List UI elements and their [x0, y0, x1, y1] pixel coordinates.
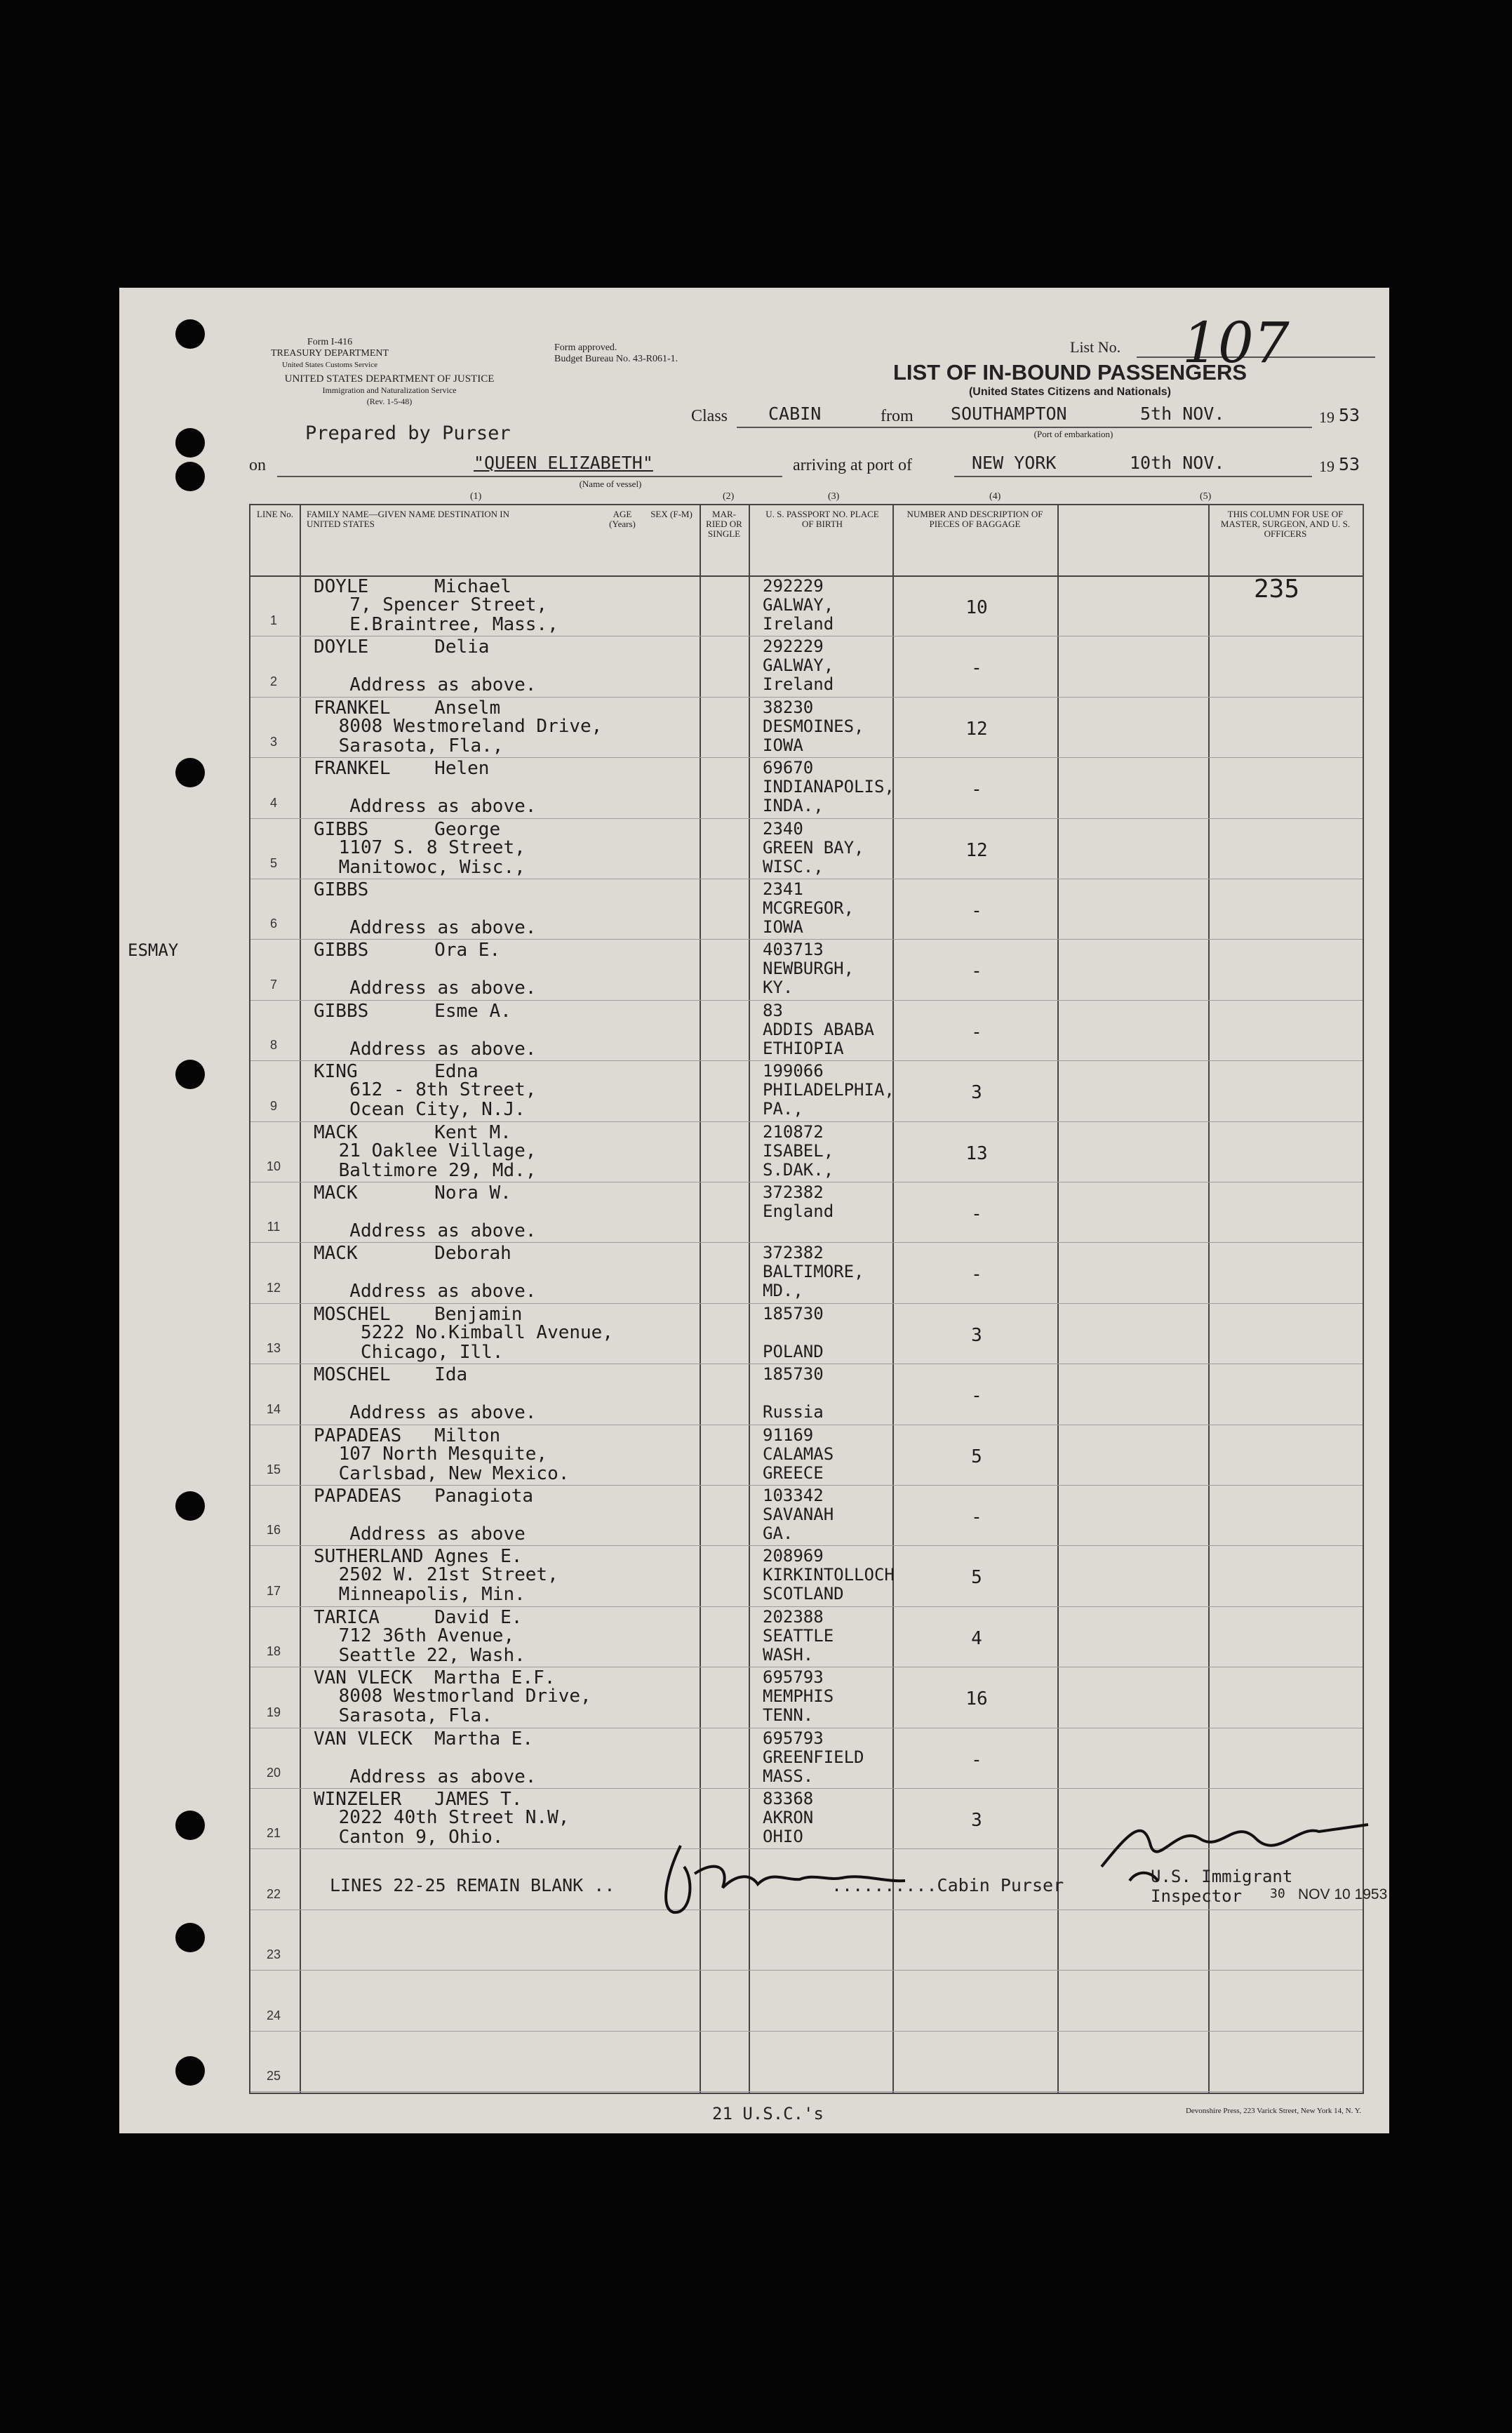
line-number: 12: [266, 1280, 281, 1295]
destination-address: 8008 Westmoreland Drive, Sarasota, Fla.,: [338, 715, 603, 756]
destination-address: Address as above.: [349, 796, 537, 818]
line-number: 14: [266, 1401, 281, 1416]
footer-usc: 21 U.S.C.'s: [712, 2104, 824, 2124]
destination-address: 612 - 8th Street, Ocean City, N.J.: [349, 1079, 537, 1121]
from-rule: [926, 427, 1312, 428]
inspection-stamp-date: NOV 10 1953: [1298, 1886, 1388, 1902]
passport-birthplace: 199066 PHILADELPHIA, PA.,: [763, 1061, 895, 1119]
table-row: [250, 636, 1363, 696]
passenger-name: TARICA David E.: [314, 1606, 523, 1628]
destination-address: 2022 40th Street N.W, Canton 9, Ohio.: [338, 1807, 570, 1848]
table-row: [250, 1667, 1363, 1727]
on-label: on: [249, 456, 266, 474]
baggage-count: 16: [965, 1688, 988, 1710]
passport-birthplace: 695793 GREENFIELD MASS.: [763, 1728, 864, 1786]
table-row: [250, 1425, 1363, 1485]
passport-birthplace: 185730 POLAND: [763, 1303, 824, 1361]
col-header-passport: U. S. PASSPORT NO. PLACE OF BIRTH: [765, 509, 879, 529]
table-row: [250, 1000, 1363, 1060]
punch-hole: [175, 1923, 205, 1952]
baggage-count: 5: [971, 1567, 982, 1589]
passenger-name: DOYLE Delia: [314, 636, 490, 658]
line-number: 19: [266, 1705, 281, 1719]
destination-address: Address as above.: [349, 674, 537, 696]
table-row: [250, 818, 1363, 879]
line-number: 25: [266, 2068, 281, 2083]
line-number: 1: [269, 613, 277, 628]
passenger-name: MOSCHEL Ida: [314, 1364, 468, 1386]
baggage-count: 4: [971, 1627, 982, 1649]
table-row: [250, 1182, 1363, 1242]
baggage-count: 3: [971, 1324, 982, 1346]
punch-hole: [175, 1811, 205, 1840]
passport-birthplace: 91169 CALAMAS GREECE: [763, 1425, 834, 1483]
destination-address: Address as above.: [349, 1038, 537, 1060]
passenger-name: DOYLE Michael: [314, 576, 511, 597]
passport-birthplace: 372382 England: [763, 1182, 834, 1221]
line-number: 15: [266, 1462, 281, 1477]
line-number: 13: [266, 1341, 281, 1356]
baggage-count: 3: [971, 1082, 982, 1104]
colnum-1: (1): [470, 491, 482, 502]
destination-address: Address as above.: [349, 1281, 537, 1302]
table-row: [250, 1485, 1363, 1545]
table-row: [250, 575, 1363, 636]
vessel-caption: (Name of vessel): [579, 479, 642, 489]
destination-address: 5222 No.Kimball Avenue, Chicago, Ill.: [360, 1321, 613, 1363]
passport-birthplace: 208969 KIRKINTOLLOCH SCOTLAND: [763, 1546, 895, 1604]
table-row: [250, 879, 1363, 939]
vessel-name: "QUEEN ELIZABETH": [474, 453, 653, 473]
punch-hole: [175, 2056, 205, 2086]
footer-printer: Devonshire Press, 223 Varick Street, New York 14, N. Y.: [1185, 2107, 1361, 2115]
passport-birthplace: 2340 GREEN BAY, WISC.,: [763, 818, 864, 876]
baggage-count: -: [971, 961, 982, 982]
doj-title: UNITED STATES DEPARTMENT OF JUSTICE: [284, 373, 495, 385]
passport-birthplace: 292229 GALWAY, Ireland: [763, 576, 834, 634]
table-row: [250, 1060, 1363, 1121]
baggage-count: 12: [965, 718, 988, 740]
passport-birthplace: 372382 BALTIMORE, MD.,: [763, 1243, 864, 1301]
line-number: 24: [266, 2008, 281, 2022]
table-row: [250, 757, 1363, 818]
arriving-label: arriving at port of: [793, 456, 912, 474]
table-row: [250, 1970, 1363, 2030]
punch-hole: [175, 462, 205, 491]
passport-birthplace: 69670 INDIANAPOLIS, INDA.,: [763, 758, 895, 816]
doj-block: [249, 373, 530, 407]
table-row: [250, 1545, 1363, 1606]
port-of-embarkation-caption: (Port of embarkation): [1033, 429, 1113, 439]
punch-hole: [175, 1060, 205, 1089]
passenger-name: PAPADEAS Panagiota: [314, 1486, 534, 1507]
col-header-age: AGE (Years): [609, 509, 636, 529]
destination-address: Address as above: [349, 1524, 526, 1545]
line-number: 7: [269, 977, 277, 992]
passport-birthplace: 103342 SAVANAH GA.: [763, 1486, 834, 1543]
baggage-count: -: [971, 1204, 982, 1225]
passenger-name: MACK Nora W.: [314, 1182, 511, 1204]
line-number: 23: [266, 1947, 281, 1962]
form-subtitle: (United States Citizens and Nationals): [968, 386, 1172, 398]
destination-address: 7, Spencer Street, E.Braintree, Mass.,: [349, 594, 558, 635]
line-number: 2: [269, 674, 277, 688]
from-value: SOUTHAMPTON: [951, 404, 1067, 424]
passport-birthplace: 38230 DESMOINES, IOWA: [763, 697, 864, 755]
from-label: from: [881, 407, 914, 425]
form-title: LIST OF IN-BOUND PASSENGERS: [892, 360, 1247, 385]
col-header-sex: SEX (F-M): [650, 509, 693, 519]
destination-address: 1107 S. 8 Street, Manitowoc, Wisc.,: [338, 836, 526, 878]
line-number: 22: [266, 1886, 281, 1901]
customs-service: United States Customs Service: [282, 361, 377, 369]
baggage-count: -: [971, 1507, 982, 1528]
form-number: Form I-416: [307, 337, 353, 347]
baggage-count: 5: [971, 1446, 982, 1467]
line-number: 6: [269, 916, 277, 931]
passport-birthplace: 292229 GALWAY, Ireland: [763, 636, 834, 695]
baggage-count: -: [971, 1021, 982, 1043]
baggage-count: -: [971, 1749, 982, 1771]
inspector-signature: [1088, 1804, 1382, 1895]
line-number: 17: [266, 1583, 281, 1598]
passenger-name: GIBBS: [314, 879, 369, 900]
depart-year: 53: [1339, 405, 1360, 425]
cabin-purser-label: ..........Cabin Purser: [831, 1875, 1064, 1895]
passenger-name: VAN VLECK Martha E.F.: [314, 1667, 556, 1689]
destination-address: 2502 W. 21st Street, Minneapolis, Min.: [338, 1564, 558, 1606]
baggage-count: -: [971, 779, 982, 801]
lines-remain-blank: LINES 22-25 REMAIN BLANK ..: [330, 1875, 615, 1895]
passenger-name: MACK Deborah: [314, 1243, 511, 1265]
passport-birthplace: 83368 AKRON OHIO: [763, 1789, 814, 1846]
ins-title: Immigration and Naturalization Service: [322, 385, 457, 395]
baggage-count: 3: [971, 1810, 982, 1831]
line-number: 11: [267, 1220, 281, 1234]
table-row: [128, 939, 1363, 999]
passenger-name: FRANKEL Anselm: [314, 697, 501, 719]
line-number: 18: [266, 1644, 281, 1659]
budget-block: [554, 342, 786, 365]
destination-address: Address as above.: [349, 978, 537, 999]
rev-date: (Rev. 1-5-48): [366, 396, 413, 406]
arrival-year-prefix: 19: [1319, 458, 1334, 475]
baggage-count: -: [971, 1385, 982, 1407]
col-header-married: MAR-RIED OR SINGLE: [706, 509, 742, 539]
class-value: CABIN: [768, 404, 822, 424]
line-number: 20: [266, 1765, 281, 1780]
arrival-year: 53: [1339, 454, 1360, 474]
col-header-officers: THIS COLUMN FOR USE OF MASTER, SURGEON, AND U. S. OFFICERS: [1220, 509, 1351, 539]
line-number: 3: [269, 735, 277, 749]
baggage-count: -: [971, 1264, 982, 1286]
budget-bureau: Budget Bureau No. 43-R061-1.: [554, 354, 678, 364]
form-header-left: [225, 337, 435, 371]
line-number: 8: [269, 1038, 277, 1053]
colnum-4: (4): [989, 491, 1001, 502]
line-number: 9: [269, 1098, 277, 1113]
list-no-label: List No.: [1070, 338, 1121, 356]
depart-year-prefix: 19: [1319, 408, 1334, 426]
table-row: [250, 1364, 1363, 1424]
passenger-name: GIBBS George: [314, 818, 501, 840]
form-approved: Form approved.: [554, 342, 617, 353]
vessel-rule: [277, 476, 782, 477]
line-number: 4: [269, 795, 277, 810]
table-row: [250, 1242, 1363, 1302]
destination-address: 712 36th Avenue, Seattle 22, Wash.: [338, 1625, 526, 1666]
table-row: [250, 1728, 1363, 1788]
passenger-name: PAPADEAS Milton: [314, 1425, 501, 1446]
passenger-name: MOSCHEL Benjamin: [314, 1303, 523, 1325]
baggage-count: -: [971, 900, 982, 921]
class-rule: [737, 427, 947, 428]
passport-birthplace: 202388 SEATTLE WASH.: [763, 1606, 834, 1665]
punch-hole: [175, 428, 205, 458]
margin-note: ESMAY: [128, 940, 179, 961]
passport-birthplace: 83 ADDIS ABABA ETHIOPIA: [763, 1000, 874, 1058]
colnum-5: (5): [1200, 491, 1212, 502]
destination-address: 107 North Mesquite, Carlsbad, New Mexico.: [338, 1443, 570, 1484]
punch-hole: [175, 758, 205, 787]
destination-address: Address as above.: [349, 1766, 537, 1787]
arrival-rule: [954, 476, 1312, 477]
passenger-name: FRANKEL Helen: [314, 758, 490, 780]
purser-signature: [653, 1832, 1017, 1923]
passenger-name: GIBBS Esme A.: [314, 1000, 511, 1022]
destination-address: 8008 Westmorland Drive, Sarasota, Fla.: [338, 1686, 591, 1727]
colnum-2: (2): [723, 491, 735, 502]
passport-birthplace: 2341 MCGREGOR, IOWA: [763, 879, 855, 937]
passenger-list-form: [119, 288, 1389, 2133]
arrival-port: NEW YORK: [972, 453, 1057, 473]
table-row: [250, 697, 1363, 757]
class-label: Class: [691, 407, 728, 425]
col-header-line-no: LINE No.: [257, 509, 293, 519]
passenger-name: SUTHERLAND Agnes E.: [314, 1546, 523, 1568]
passport-birthplace: 695793 MEMPHIS TENN.: [763, 1667, 834, 1726]
destination-address: 21 Oaklee Village, Baltimore 29, Md.,: [338, 1140, 537, 1181]
passport-birthplace: 210872 ISABEL, S.DAK.,: [763, 1121, 834, 1180]
immigrant-inspector-label: U.S. Immigrant Inspector: [1151, 1867, 1293, 1906]
table-row: [250, 1121, 1363, 1182]
line-number: 10: [266, 1159, 281, 1173]
line-number: 16: [266, 1523, 281, 1538]
line-number: 21: [266, 1826, 281, 1841]
table-row: [250, 2031, 1363, 2091]
baggage-count: 10: [965, 597, 988, 618]
inspection-stamp-prefix: 30: [1270, 1886, 1285, 1901]
table-row: [250, 1303, 1363, 1364]
list-no-handwritten: 107: [1182, 310, 1290, 375]
arrival-date: 10th NOV.: [1130, 453, 1225, 473]
destination-address: Address as above.: [349, 1220, 537, 1241]
col-header-name: FAMILY NAME—GIVEN NAME DESTINATION IN UNITED STATES: [307, 509, 510, 529]
passenger-name: MACK Kent M.: [314, 1121, 511, 1143]
col-header-baggage: NUMBER AND DESCRIPTION OF PIECES OF BAGGAGE: [906, 509, 1043, 529]
destination-address: Address as above.: [349, 1402, 537, 1424]
prepared-by: Prepared by Purser: [305, 422, 511, 444]
officer-note: 235: [1254, 575, 1300, 604]
baggage-count: 13: [965, 1142, 988, 1164]
destination-address: Address as above.: [349, 917, 537, 938]
table-row: [250, 1606, 1363, 1667]
punch-hole: [175, 1491, 205, 1521]
colnum-3: (3): [828, 491, 840, 502]
passenger-name: GIBBS Ora E.: [314, 940, 501, 961]
baggage-count: -: [971, 658, 982, 679]
treasury-dept: TREASURY DEPARTMENT: [270, 348, 389, 359]
passenger-name: VAN VLECK Martha E.: [314, 1728, 534, 1749]
line-number: 5: [269, 855, 277, 870]
passport-birthplace: 403713 NEWBURGH, KY.: [763, 940, 855, 998]
baggage-count: 12: [965, 839, 988, 861]
departure-date: 5th NOV.: [1140, 404, 1225, 424]
row-divider: [250, 2091, 1363, 2092]
passenger-name: WINZELER JAMES T.: [314, 1789, 523, 1810]
passport-birthplace: 185730 Russia: [763, 1364, 824, 1422]
passenger-name: KING Edna: [314, 1061, 479, 1083]
punch-hole: [175, 319, 205, 349]
